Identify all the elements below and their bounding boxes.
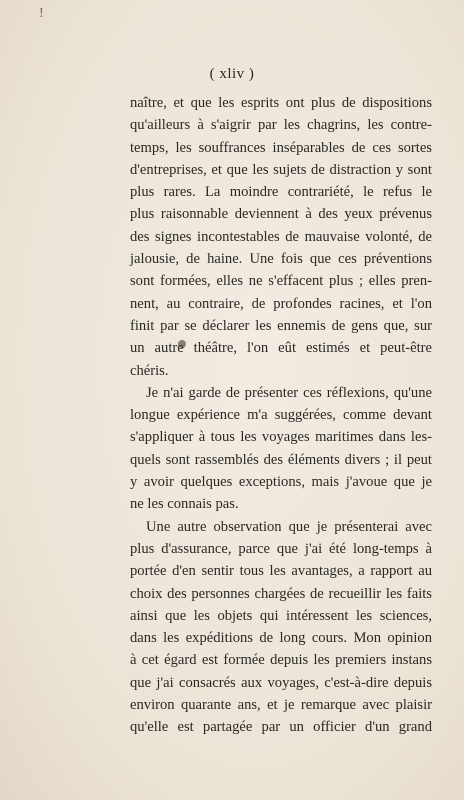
text-line: environ quarante ans, et je remarque avec plaisir [130,697,432,714]
text-line: quels sont rassemblés des éléments divers ; il peut [130,451,432,468]
page-body [130,92,432,739]
text-line: plus d'assurance, parce que j'ai été long-temps à [130,540,432,557]
text-line: Je n'ai garde de présenter ces réflexions, qu'une [146,384,432,401]
text-line: sont formées, elles ne s'effacent plus ; elles pren- [130,273,432,290]
text-line: longue expérience m'a suggérées, comme devant [130,407,432,424]
text-line: chéris. [130,362,169,379]
text-line: que j'ai consacrés aux voyages, c'est-à-dire depuis [130,674,432,691]
text-line: plus raisonnable deviennent à des yeux prévenus [130,206,432,223]
text-line: d'entreprises, et que les sujets de distraction y sont [130,161,432,178]
text-line: nent, au contraire, de profondes racines, et l'on [130,295,432,312]
text-line: y avoir quelques exceptions, mais j'avoue que je [130,474,432,491]
corner-mark: ! [39,6,44,21]
text-line: plus rares. La moindre contrariété, le refus le [130,184,432,201]
text-line: jalousie, de haine. Une fois que ces préventions [130,251,432,268]
text-line: des signes incontestables de mauvaise volonté, de [130,228,432,245]
paragraph [130,382,432,516]
text-line: s'appliquer à tous les voyages maritimes dans les- [130,429,432,446]
text-line: qu'elle est partagée par un officier d'un grand [130,719,432,736]
text-line: Une autre observation que je présenterai avec [146,518,432,535]
page-header: ( xliv ) [209,66,255,82]
text-line: qu'ailleurs à s'aigrir par les chagrins, les contre- [130,117,432,134]
text-line: à cet égard est formée depuis les premiers instans [130,652,432,669]
paragraph [130,516,432,739]
text-line: finit par se déclarer les ennemis de gens que, sur [130,317,432,334]
text-line: ainsi que les objets qui intéressent les sciences, [130,607,432,624]
text-line: ne les connais pas. [130,496,239,513]
text-line: choix des personnes chargées de recueillir les faits [130,585,432,602]
text-line: temps, les souffrances inséparables de ces sortes [130,139,432,156]
paragraph [130,92,432,382]
text-line: un autre théâtre, l'on eût estimés et peut-être [130,340,432,357]
text-line: naître, et que les esprits ont plus de dispositions [130,95,432,111]
text-line: portée d'en sentir tous les avantages, a rapport au [130,563,432,580]
text-line: dans les expéditions de long cours. Mon opinion [130,630,432,647]
